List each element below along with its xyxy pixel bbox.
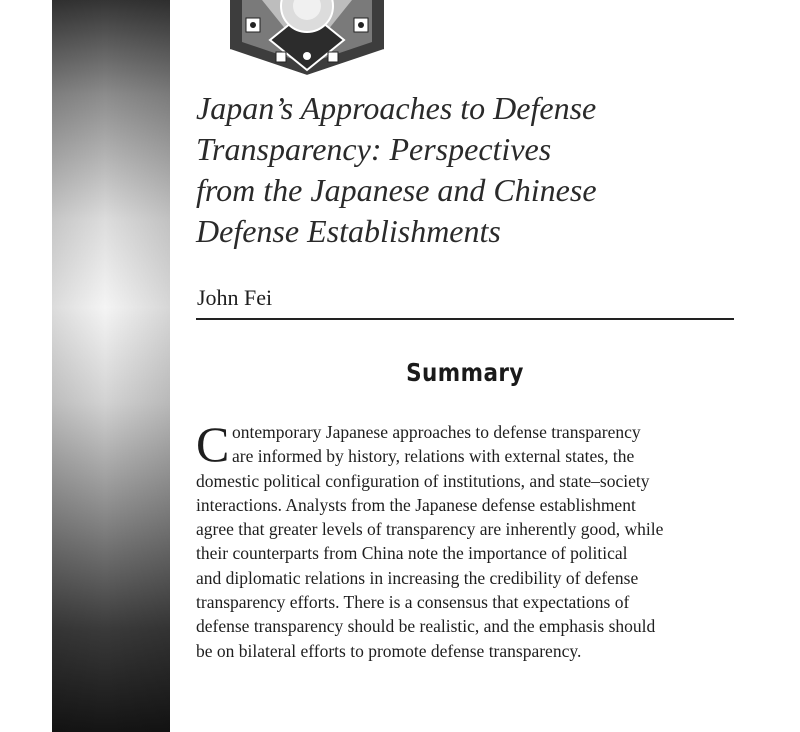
summary-line: their counterparts from China note the importance of political: [196, 543, 628, 564]
summary-heading: Summary: [406, 358, 524, 387]
summary-line: domestic political configuration of institutions, and state–society: [196, 470, 650, 491]
author-name: John Fei: [197, 285, 273, 310]
summary-line-text: ontemporary Japanese approaches to defense transparency: [232, 422, 641, 442]
decorative-gradient-band: [52, 0, 170, 732]
series-emblem-logo: [222, 0, 392, 82]
summary-line: transparency efforts. There is a consensus that expectations of: [196, 592, 630, 613]
summary-line: agree that greater levels of transparency are inherently good, while: [196, 519, 664, 540]
title-line: Japan’s Approaches to Defense: [196, 90, 597, 126]
document-title: [196, 88, 756, 252]
summary-line: be on bilateral efforts to promote defense transparency.: [196, 640, 582, 661]
summary-paragraph: [196, 416, 736, 663]
title-line: from the Japanese and Chinese: [196, 172, 597, 208]
title-divider: [196, 318, 734, 320]
title-line: Transparency: Perspectives: [196, 131, 552, 167]
summary-line: and diplomatic relations in increasing the credibility of defense: [196, 567, 639, 588]
title-line: Defense Establishments: [196, 213, 501, 249]
summary-line: interactions. Analysts from the Japanese defense establishment: [196, 494, 636, 515]
summary-line: are informed by history, relations with external states, the: [232, 446, 635, 467]
drop-cap: C: [196, 416, 230, 472]
summary-line: defense transparency should be realistic, and the emphasis should: [196, 616, 656, 637]
